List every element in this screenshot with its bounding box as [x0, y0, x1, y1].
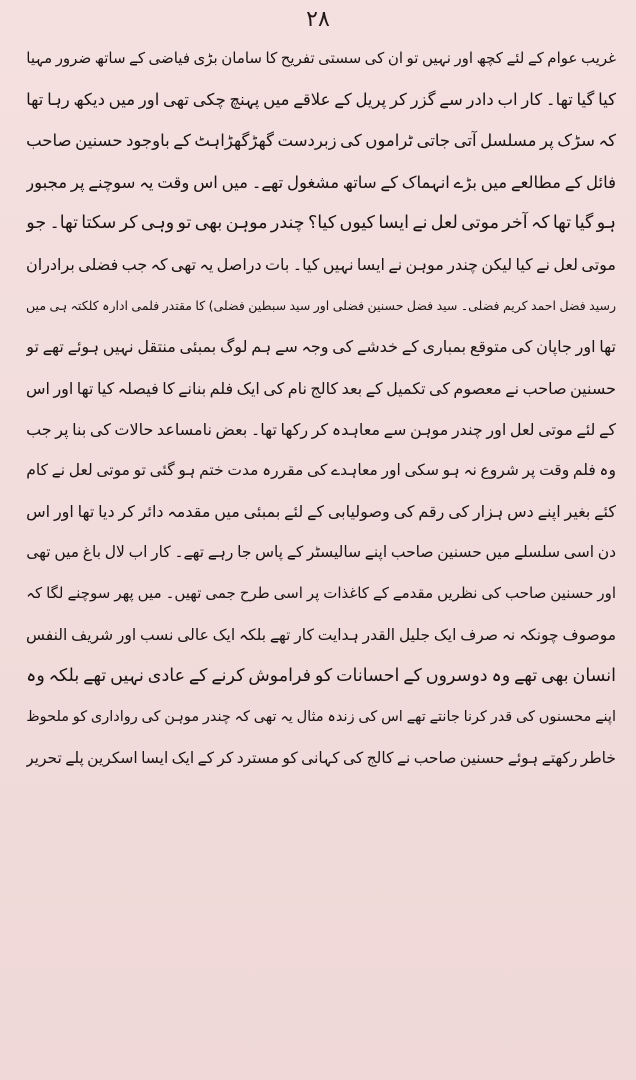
- text-line: غریب عوام کے لئے کچھ اور نہیں تو ان کی سستی تفریح کا سامان بڑی فیاضی کے ساتھ ضرور مہیا: [26, 49, 616, 67]
- text-line: موتی لعل نے کیا لیکن چندر موہن نے ایسا نہیں کیا۔ بات دراصل یہ تھی کہ جب فضلی برادران: [26, 254, 616, 274]
- text-line: حسنین صاحب نے معصوم کی تکمیل کے بعد کالج نام کی ایک فلم بنانے کا فیصلہ کیا تھا اور اس: [26, 378, 616, 398]
- text-line: دن اسی سلسلے میں حسنین صاحب اپنے سالیسٹر کے پاس جا رہے تھے۔ کار اب لال باغ میں تھی: [26, 543, 616, 562]
- text-line: اپنے محسنوں کی قدر کرنا جانتے تھے اس کی زندہ مثال یہ تھی کہ چندر موہن کی رواداری کو ملحوظ: [26, 709, 616, 725]
- text-line: فائل کے مطالعے میں بڑے انہماک کے ساتھ مشغول تھے۔ میں اس وقت یہ سوچنے پر مجبور: [26, 172, 616, 192]
- text-line: انسان بھی تھے وہ دوسروں کے احسانات کو فراموش کرنے کے عادی نہیں تھے بلکہ وہ: [26, 665, 616, 686]
- text-line: تھا اور جاپان کی متوقع بمباری کے خدشے کی وجہ سے ہم لوگ بمبئی منتقل نہیں ہوئے تھے تو: [26, 337, 616, 357]
- text-line: خاطر رکھتے ہوئے حسنین صاحب نے کالج کی کہانی کو مسترد کر کے ایک ایسا اسکرین پلے تحریر: [26, 749, 616, 768]
- text-line: کہ سڑک پر مسلسل آتی جاتی ٹراموں کی زبردست گھڑگھڑاہٹ کے باوجود حسنین صاحب: [26, 131, 616, 151]
- text-line: موصوف چونکہ نہ صرف ایک جلیل القدر ہدایت کار تھے بلکہ ایک عالی نسب اور شریف النفس: [26, 625, 616, 644]
- text-line: اور حسنین صاحب کی نظریں مقدمے کے کاغذات پر اسی طرح جمی تھیں۔ میں پھر سوچنے لگا کہ: [26, 584, 616, 603]
- text-line: کئے بغیر اپنے دس ہزار کی رقم کی وصولیابی کے لئے بمبئی میں مقدمہ دائر کر دیا تھا اور اس: [26, 502, 616, 522]
- text-line: ہو گیا تھا کہ آخر موتی لعل نے ایسا کیوں کیا؟ چندر موہن بھی تو وہی کر سکتا تھا۔ جو: [26, 212, 616, 233]
- urdu-text-body: [26, 38, 616, 779]
- text-line: کے لئے موتی لعل اور چندر موہن سے معاہدہ کر رکھا تھا۔ بعض نامساعد حالات کی بنا پر جب: [26, 419, 616, 439]
- text-line: رسید فضل احمد کریم فضلی۔ سید فضل حسنین فضلی اور سید سبطین فضلی) کا مقتدر فلمی ادارہ کلکتہ ہی میں: [26, 298, 616, 314]
- text-line: وہ فلم وقت پر شروع نہ ہو سکی اور معاہدے کی مقررہ مدت ختم ہو گئی تو موتی لعل نے کام: [26, 460, 616, 479]
- text-line: کیا گیا تھا۔ کار اب دادر سے گزر کر پریل کے علاقے میں پہنچ چکی تھی اور میں دیکھ رہا تھا: [26, 90, 616, 110]
- page-number: ۲۸: [306, 7, 330, 32]
